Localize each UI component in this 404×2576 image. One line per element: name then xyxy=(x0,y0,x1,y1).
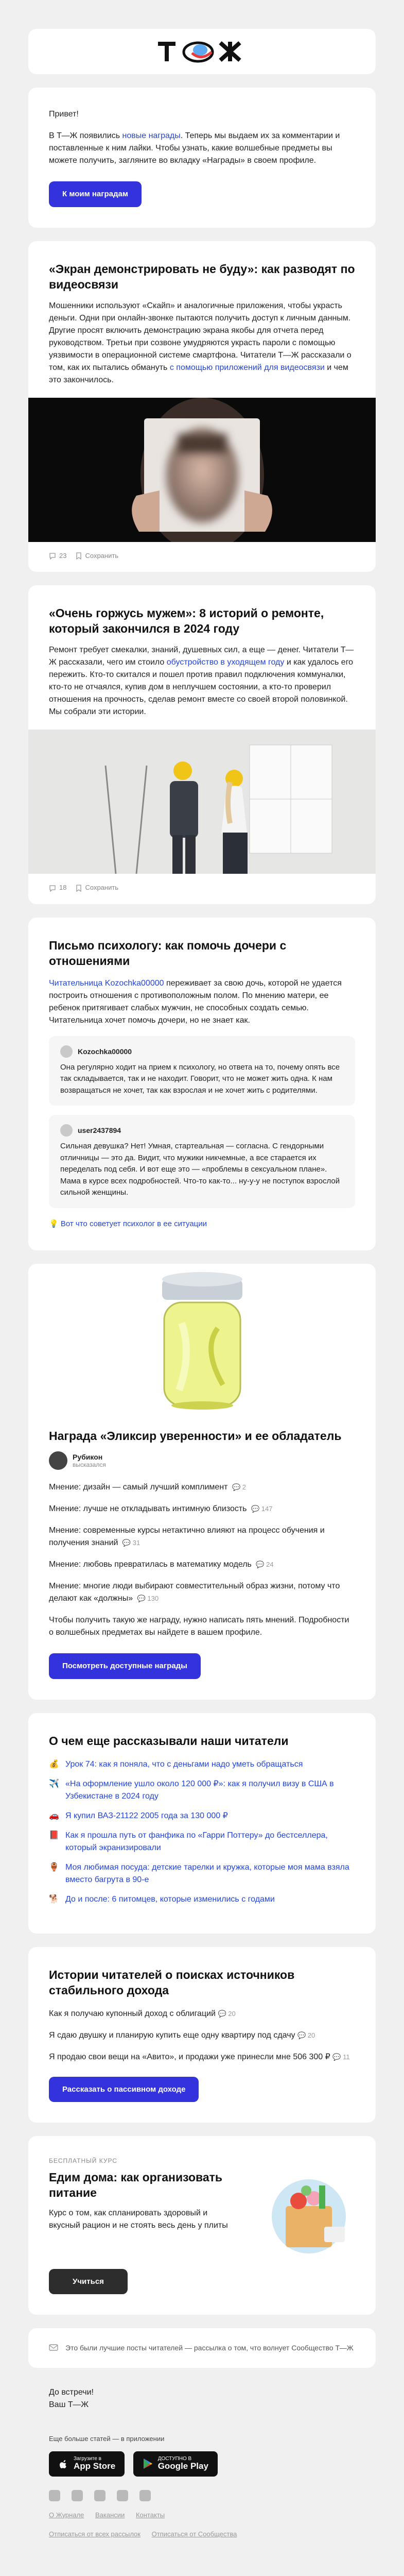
stable-title: Истории читателей о поисках источников стабильного дохода xyxy=(49,1968,295,1997)
footer-links xyxy=(49,2511,355,2520)
list-item[interactable] xyxy=(49,1810,355,1822)
article-title[interactable]: «Экран демонстрировать не буду»: как разводят по видеосвязи xyxy=(49,262,355,291)
article-text-a: Ремонт требует смекалки, знаний, душевных сил, а еще — денег. Читатели Т—Ж рассказали, чего им стоило xyxy=(49,646,354,667)
opinion-text: Мнение: современные курсы нетактично влияют на процесс обучения и получения знаний xyxy=(49,1526,325,1548)
learn-button[interactable]: Учиться xyxy=(49,2269,128,2295)
vase-icon: 🏺 xyxy=(49,1862,59,1872)
car-icon: 🚗 xyxy=(49,1811,59,1820)
opinion-text: Мнение: многие люди выбирают совместительный образ жизни, потому что делают как «должны» xyxy=(49,1582,340,1603)
unsubscribe-all-link[interactable]: Отписаться от всех рассылок xyxy=(49,2530,140,2538)
list-item-link[interactable]: До и после: 6 питомцев, которые изменились с годами xyxy=(65,1894,275,1904)
avatar xyxy=(49,1451,67,1470)
quote-block xyxy=(49,1115,355,1208)
opinion-item[interactable] xyxy=(49,1481,355,1494)
odnoklassniki-icon[interactable] xyxy=(139,2490,151,2501)
google-play-icon xyxy=(143,2458,153,2469)
store-buttons xyxy=(49,2451,355,2477)
opinion-count: 💬 147 xyxy=(251,1505,273,1513)
view-awards-button[interactable]: Посмотреть доступные награды xyxy=(49,1653,201,1679)
opinion-item[interactable] xyxy=(49,1558,355,1571)
list-item[interactable] xyxy=(49,1861,355,1886)
opinion-count: 💬 31 xyxy=(122,1539,140,1547)
article-inline-link[interactable]: обустройство в уходящем году xyxy=(166,658,285,667)
article-text-b: и как удалось его пережить. Кто-то скитался и пошел против правил подключения коммуналки, кто-то не отчаялся, купив дом в неплучшем состоянии, а кто-то проверил отношения на прочность, сделав ремонт вместе со своей второй половинкой. Мы собрали эти истории. xyxy=(49,658,354,717)
article-card-renovation xyxy=(28,585,376,904)
youtube-icon[interactable] xyxy=(94,2490,106,2501)
quote-author[interactable] xyxy=(60,1124,344,1137)
article-text-a: Мошенники используют «Скайп» и аналогичные приложения, чтобы украсть деньги. Одни при онлайн-звонке пытаются получить доступ к личным данным. Другие просят включить демонстрацию экрана якобы для отчета перед руководством. Третьи при созвоне умудряются украсть пароли с помощью уязвимости в операционной системе смартфона. Читатели Т—Ж рассказали о том, как их пытались обмануть xyxy=(49,301,352,372)
intro-text-a: В Т—Ж появились xyxy=(49,131,122,140)
story-count-value: 20 xyxy=(228,2009,236,2018)
about-link[interactable]: О Журнале xyxy=(49,2511,84,2519)
app-store-button[interactable] xyxy=(49,2451,125,2477)
elixir-image xyxy=(28,1264,376,1423)
list-item[interactable] xyxy=(49,1758,355,1771)
save-button[interactable] xyxy=(76,551,118,561)
comments-counter[interactable] xyxy=(49,883,66,893)
new-awards-link[interactable]: новые награды xyxy=(122,131,181,140)
vk-icon[interactable] xyxy=(49,2490,60,2501)
dog-icon: 🐕 xyxy=(49,1894,59,1904)
save-label: Сохранить xyxy=(85,551,119,560)
intro-card xyxy=(28,88,376,228)
intro-text xyxy=(49,130,355,167)
quote-text: Сильная девушка? Нет! Умная, стартеальная — согласна. С гендорными отличницы — это да. Видит, что мужики никчемные, а все старается их переделать под себя. И вот еще это — «проблемы в сексуальном плане». Мама в курсе всех подробностей. Что-то как-то... ну-у-у не поступок взрослой сильной женщины. xyxy=(60,1142,340,1197)
psych-text-body: переживает за свою дочь, которой не удается построить отношения с противоположным полом. По мнению матери, ее ребенок притягивает слабых мужчин, не способных создать семью. Читательница хочет помочь дочери, но не знает как. xyxy=(49,978,342,1025)
opinion-count: 💬 24 xyxy=(256,1561,274,1569)
signoff-line2: Ваш Т—Ж xyxy=(49,2400,89,2410)
article-text xyxy=(49,300,355,386)
stable-income-card xyxy=(28,1947,376,2123)
unsubscribe-community-link[interactable]: Отписаться от Сообщества xyxy=(151,2530,237,2538)
opinion-text: Мнение: дизайн — самый лучший комплимент xyxy=(49,1483,228,1492)
story-count: 💬 11 xyxy=(332,2053,350,2061)
opinion-text: Мнение: лучше не откладывать интимную близость xyxy=(49,1504,247,1514)
unsubscribe-links xyxy=(49,2530,355,2539)
jobs-link[interactable]: Вакансии xyxy=(95,2511,125,2519)
story-item[interactable] xyxy=(49,2029,355,2042)
social-links xyxy=(49,2490,355,2501)
story-count-value: 11 xyxy=(343,2053,350,2061)
psych-advice-link[interactable]: Вот что советует психолог в ее ситуации xyxy=(60,1219,207,1228)
avatar xyxy=(60,1045,73,1058)
opinion-count: 💬 2 xyxy=(232,1483,246,1492)
footer xyxy=(28,2381,376,2544)
more-card xyxy=(28,1713,376,1934)
elixir-jar-icon xyxy=(140,1266,264,1421)
article-text xyxy=(49,644,355,718)
psych-text xyxy=(49,977,355,1027)
telegram-icon[interactable] xyxy=(72,2490,83,2501)
my-awards-button[interactable]: К моим наградам xyxy=(49,181,142,207)
list-item-link[interactable]: Я купил ВАЗ-21122 2005 года за 130 000 ₽ xyxy=(65,1811,228,1820)
list-item-link[interactable]: Урок 74: как я поняла, что с деньгами надо уметь обращаться xyxy=(65,1759,303,1769)
opinion-count-value: 130 xyxy=(147,1595,159,1603)
opinion-text: Мнение: любовь превратилась в математику модель xyxy=(49,1560,252,1569)
more-title: О чем еще рассказывали наши читатели xyxy=(49,1734,289,1748)
course-card xyxy=(28,2136,376,2315)
article-meta xyxy=(28,542,376,572)
award-card xyxy=(28,1264,376,1700)
psych-title[interactable]: Письмо психологу: как помочь дочери с отношениями xyxy=(49,939,287,968)
list-item[interactable] xyxy=(49,1893,355,1906)
logo-card xyxy=(28,29,376,74)
story-item[interactable] xyxy=(49,2008,355,2020)
article-text-b: и чем это закончилось. xyxy=(49,363,348,384)
story-text: Как я получаю купонный доход с облигаций xyxy=(49,2009,216,2018)
article-meta xyxy=(28,874,376,904)
quote-author-name: Kozochka00000 xyxy=(78,1047,132,1056)
article-inline-link[interactable]: с помощью приложений для видеосвязи xyxy=(169,363,325,372)
grocery-bag-icon xyxy=(262,2170,355,2258)
psych-card xyxy=(28,918,376,1250)
list-item-link[interactable]: Моя любимая посуда: детские тарелки и кружка, которые моя мама взяла вместо багрута в 90-е xyxy=(65,1862,349,1884)
notice-card xyxy=(28,2328,376,2368)
comments-counter[interactable] xyxy=(49,551,66,561)
article-image[interactable] xyxy=(28,398,376,542)
gplay-big: Google Play xyxy=(157,2461,208,2471)
opinion-item[interactable] xyxy=(49,1524,355,1549)
award-user-name: Рубикон xyxy=(73,1452,103,1461)
psych-footer xyxy=(49,1218,355,1230)
money-icon: 💰 xyxy=(49,1759,59,1769)
quote-author-name: user2437894 xyxy=(78,1126,121,1135)
award-title: Награда «Эликсир уверенности» и ее обладатель xyxy=(49,1429,342,1443)
tell-passive-income-button[interactable]: Рассказать о пассивном доходе xyxy=(49,2077,199,2103)
blurred-face-photo xyxy=(28,398,376,542)
story-text: Я сдаю двушку и планирую купить еще одну квартиру под сдачу xyxy=(49,2030,295,2040)
story-text: Я продаю свои вещи на «Авито», и продажи уже принесли мне 506 300 ₽ xyxy=(49,2052,330,2061)
opinion-item[interactable] xyxy=(49,1580,355,1605)
envelope-icon xyxy=(49,2343,58,2352)
opinion-count-value: 24 xyxy=(266,1561,274,1569)
award-user-sub: высказался xyxy=(73,1461,106,1469)
award-user[interactable] xyxy=(49,1451,355,1470)
appstore-small: Загрузите в xyxy=(74,2455,101,2462)
tj-logo-icon xyxy=(156,39,249,64)
reader-link[interactable]: Читательница Kozochka00000 xyxy=(49,978,164,988)
quote-text: Она регулярно ходит на прием к психологу, но ответа на то, почему опять все так складывается, так и не находит. Говорит, что не может жить одна. К нам возвращаться не хочет, так как взрослая и не хочет жить с родителями. xyxy=(60,1062,340,1095)
course-title[interactable]: Едим дома: как организовать питание xyxy=(49,2170,223,2199)
appstore-big: App Store xyxy=(74,2461,116,2471)
avatar xyxy=(60,1124,73,1137)
save-label: Сохранить xyxy=(85,884,119,892)
signoff-line1: До встречи! xyxy=(49,2388,94,2397)
course-text: Курс о том, как спланировать здоровый и вкусный рацион и не стоять весь день у плиты xyxy=(49,2208,228,2230)
opinion-count-value: 147 xyxy=(261,1505,273,1513)
comment-icon xyxy=(49,552,56,560)
comments-count: 18 xyxy=(59,884,67,892)
comments-count: 23 xyxy=(59,551,67,560)
article-image[interactable] xyxy=(28,730,376,874)
comment-icon xyxy=(49,885,56,892)
course-label: БЕСПЛАТНЫЙ КУРС xyxy=(49,2157,117,2165)
opinion-count: 💬 130 xyxy=(137,1595,159,1603)
renovation-photo xyxy=(28,730,376,874)
bookmark-icon xyxy=(76,552,82,560)
contacts-link[interactable]: Контакты xyxy=(135,2511,165,2519)
apps-text: Еще больше статей — в приложении xyxy=(49,2435,165,2443)
award-text: Чтобы получить такую же награду, нужно написать пять мнений. Подробности о волшебных предметах вы найдете в вашем профиле. xyxy=(49,1616,349,1637)
lightbulb-icon: 💡 xyxy=(49,1219,59,1228)
list-item-link[interactable]: Как я прошла путь от фанфика по «Гарри Поттеру» до бестселлера, который экранизировали xyxy=(65,1831,328,1852)
intro-text-b: . Теперь мы выдаем их за комментарии и поставленные к ним лайки. Чтобы узнать, какие волшебные предметы вы можете получить, загляните во вкладку «Награды» в своем профиле. xyxy=(49,131,340,165)
quote-author[interactable] xyxy=(60,1045,344,1058)
apple-icon xyxy=(58,2458,68,2469)
google-play-button[interactable] xyxy=(133,2451,218,2477)
airplane-icon: ✈️ xyxy=(49,1779,59,1788)
award-opinions xyxy=(49,1481,355,1605)
x-icon[interactable] xyxy=(117,2490,128,2501)
list-item[interactable] xyxy=(49,1829,355,1854)
greeting: Привет! xyxy=(49,110,79,118)
quote-block xyxy=(49,1036,355,1106)
book-icon: 📕 xyxy=(49,1831,59,1840)
tj-logo[interactable] xyxy=(156,39,249,64)
story-item[interactable] xyxy=(49,2051,355,2063)
opinion-item[interactable] xyxy=(49,1503,355,1515)
story-count: 💬 20 xyxy=(218,2009,236,2018)
article-title[interactable]: «Очень горжусь мужем»: 8 историй о ремонте, который закончился в 2024 году xyxy=(49,606,324,636)
list-item[interactable] xyxy=(49,1778,355,1803)
notice-text: Это были лучшие посты читателей — рассылка о том, что волнует Сообщество Т—Ж xyxy=(65,2344,354,2352)
bookmark-icon xyxy=(76,885,82,892)
article-card-videocall xyxy=(28,241,376,572)
opinion-count-value: 31 xyxy=(132,1539,140,1547)
story-count-value: 20 xyxy=(307,2031,315,2039)
gplay-small: ДОСТУПНО В xyxy=(157,2455,192,2462)
list-item-link[interactable]: «На оформление ушло около 120 000 ₽»: как я получил визу в США в Узбекистане в 2024 году xyxy=(65,1779,334,1801)
save-button[interactable] xyxy=(76,883,118,893)
story-count: 💬 20 xyxy=(297,2031,315,2039)
opinion-count-value: 2 xyxy=(242,1483,246,1492)
